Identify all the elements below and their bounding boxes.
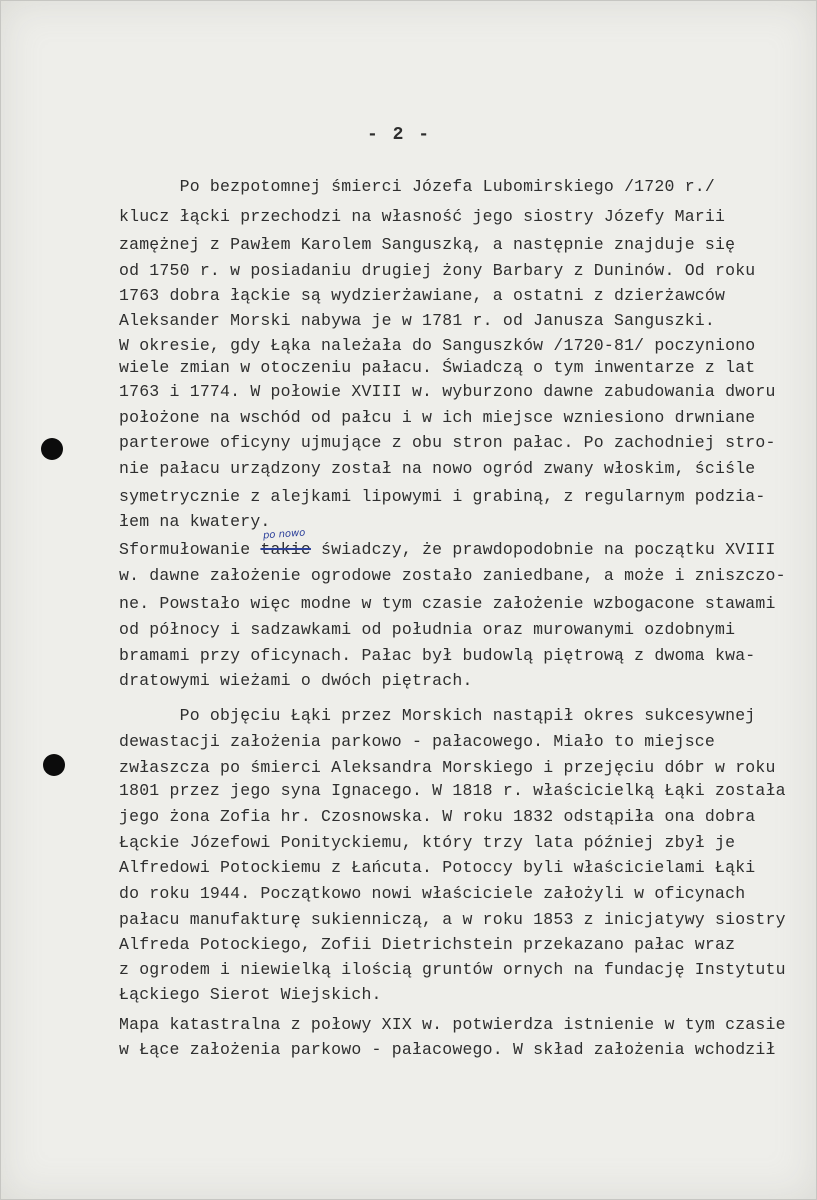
text-line: łem na kwatery. (119, 512, 271, 531)
text-line: Aleksander Morski nabywa je w 1781 r. od Janusza Sanguszki. (119, 311, 715, 330)
text-line: nie pałacu urządzony został na nowo ogród zwany włoskim, ściśle (119, 459, 756, 478)
handwritten-note: po nowo (262, 527, 306, 542)
text-line: klucz łącki przechodzi na własność jego siostry Józefy Marii (119, 207, 726, 226)
text-line: dratowymi wieżami o dwóch piętrach. (119, 671, 473, 690)
text-line: dewastacji założenia parkowo - pałacowego. Miało to miejsce (119, 732, 715, 751)
text-line: Łąckie Józefowi Ponityckiemu, który trzy lata później zbył je (119, 833, 736, 852)
text-line: pałacu manufakturę sukienniczą, a w roku 1853 z inicjatywy siostry (119, 910, 786, 929)
text-line: Po bezpotomnej śmierci Józefa Lubomirskiego /1720 r./ (119, 177, 715, 196)
page-number: - 2 - (367, 125, 432, 145)
text-line: ne. Powstało więc modne w tym czasie założenie wzbogacone stawami (119, 594, 776, 613)
text-line: Łąckiego Sierot Wiejskich. (119, 985, 382, 1004)
text-line: 1801 przez jego syna Ignacego. W 1818 r. właścicielką Łąki została (119, 781, 786, 800)
text-line: do roku 1944. Początkowo nowi właściciele założyli w oficynach (119, 884, 746, 903)
text-line: W okresie, gdy Łąka należała do Sanguszków /1720-81/ poczyniono (119, 336, 756, 355)
text-line: Alfredowi Potockiemu z Łańcuta. Potoccy byli właścicielami Łąki (119, 858, 756, 877)
text-line: parterowe oficyny ujmujące z obu stron pałac. Po zachodniej stro- (119, 433, 776, 452)
text-line: w Łące założenia parkowo - pałacowego. W skład założenia wchodził (119, 1040, 776, 1059)
text-line: Mapa katastralna z połowy XIX w. potwierdza istnienie w tym czasie (119, 1015, 786, 1034)
text-line: Alfreda Potockiego, Zofii Dietrichstein przekazano pałac wraz (119, 935, 736, 954)
text-line: od północy i sadzawkami od południa oraz murowanymi ozdobnymi (119, 620, 736, 639)
struck-word: takie (260, 540, 311, 559)
text-line: z ogrodem i niewielką ilością gruntów ornych na fundację Instytutu (119, 960, 786, 979)
text-line: bramami przy oficynach. Pałac był budowlą piętrową z dwoma kwa- (119, 646, 756, 665)
text-line-with-correction: Sformułowanie takie świadczy, że prawdopodobnie na początku XVIII (119, 540, 776, 559)
text-line: 1763 i 1774. W połowie XVIII w. wyburzono dawne zabudowania dworu (119, 382, 776, 401)
text-line: Po objęciu Łąki przez Morskich nastąpił okres sukcesywnej (119, 706, 756, 725)
text-line: jego żona Zofia hr. Czosnowska. W roku 1832 odstąpiła ona dobra (119, 807, 756, 826)
text-line: zwłaszcza po śmierci Aleksandra Morskiego i przejęciu dóbr w roku (119, 758, 776, 777)
text-line: w. dawne założenie ogrodowe zostało zaniedbane, a może i zniszczo- (119, 566, 786, 585)
punch-hole-bottom (43, 754, 65, 776)
text-line: położone na wschód od pałcu i w ich miejsce wzniesiono drwniane (119, 408, 756, 427)
text-line: symetrycznie z alejkami lipowymi i grabiną, z regularnym podzia- (119, 487, 766, 506)
text-line: 1763 dobra łąckie są wydzierżawiane, a ostatni z dzierżawców (119, 286, 726, 305)
text-line: zamężnej z Pawłem Karolem Sanguszką, a następnie znajduje się (119, 235, 736, 254)
punch-hole-top (41, 438, 63, 460)
text-line: od 1750 r. w posiadaniu drugiej żony Barbary z Duninów. Od roku (119, 261, 756, 280)
text-line: wiele zmian w otoczeniu pałacu. Świadczą o tym inwentarze z lat (119, 358, 756, 377)
